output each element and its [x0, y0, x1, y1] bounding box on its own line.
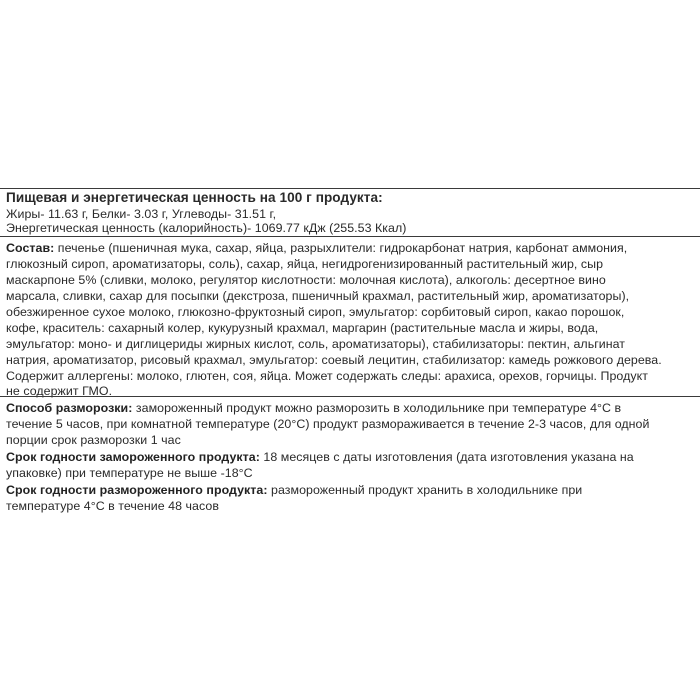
nutrition-macros: Жиры- 11.63 г, Белки- 3.03 г, Углеводы- 31.51 г, — [6, 207, 277, 221]
nutrition-energy: Энергетическая ценность (калорийность)- 1069.77 кДж (255.53 Ккал) — [6, 221, 407, 235]
composition-line-9: не содержит ГМО. — [6, 384, 113, 398]
composition-line-5: кофе, краситель: сахарный колер, кукурузный крахмал, маргарин (растительные масла и жиры, вода, — [6, 321, 599, 335]
composition-line-1: глюкозный сироп, ароматизаторы, соль), сахар, яйца, негидрогенизированный растительный жир, сыр — [6, 257, 604, 271]
defrost-line-3: порции срок разморозки 1 час — [6, 433, 181, 447]
composition-line-3: марсала, сливки, сахар для посыпки (декстроза, пшеничный крахмал, растительный жир, ароматизаторы), — [6, 289, 630, 303]
frozen-shelf-life-line-2: упаковке) при температуре не выше -18°С — [6, 466, 253, 480]
composition-line-2: маскарпоне 5% (сливки, молоко, регулятор кислотности: молочная кислота), алкоголь: десертное вино — [6, 273, 606, 287]
defrosted-shelf-life-line-2: температуре 4°С в течение 48 часов — [6, 499, 219, 513]
defrost-label: Способ разморозки: — [6, 401, 133, 415]
composition-line-0: Состав: печенье (пшеничная мука, сахар, яйца, разрыхлители: гидрокарбонат натрия, карбонат аммония, — [6, 241, 628, 255]
defrosted-shelf-life-line-1: Срок годности размороженного продукта: размороженный продукт хранить в холодильнике при — [6, 483, 583, 497]
frozen-shelf-life-label: Срок годности замороженного продукта: — [6, 450, 260, 464]
composition-divider — [0, 396, 700, 397]
composition-line-8: Содержит аллергены: молоко, глютен, соя, яйца. Может содержать следы: арахиса, орехов, горчицы. Продукт — [6, 369, 648, 383]
composition-line-7: натрия, ароматизатор, рисовый крахмал, эмульгатор: соевый лецитин, стабилизатор: камедь рожкового дерева. — [6, 353, 662, 367]
defrost-line-2: течение 5 часов, при комнатной температуре (20°С) продукт размораживается в течение 2-3 часов, для одной — [6, 417, 650, 431]
composition-line-4: обезжиренное сухое молоко, глюкозно-фруктозный сироп, эмульгатор: сорбитовый сироп, какао порошок, — [6, 305, 625, 319]
defrost-line-1: Способ разморозки: замороженный продукт можно разморозить в холодильнике при температуре 4°С в — [6, 401, 622, 415]
frozen-shelf-life-line-1: Срок годности замороженного продукта: 18 месяцев с даты изготовления (дата изготовления указана на — [6, 450, 634, 464]
product-label — [0, 183, 700, 513]
nutrition-divider — [0, 236, 700, 237]
defrosted-shelf-life-label: Срок годности размороженного продукта: — [6, 483, 268, 497]
composition-line-6: эмульгатор: моно- и диглицериды жирных кислот, соль, ароматизаторы), стабилизаторы: пектин, альгинат — [6, 337, 626, 351]
composition-label: Состав: — [6, 241, 55, 255]
nutrition-title: Пищевая и энергетическая ценность на 100 г продукта: — [6, 191, 383, 205]
top-divider — [0, 188, 700, 189]
